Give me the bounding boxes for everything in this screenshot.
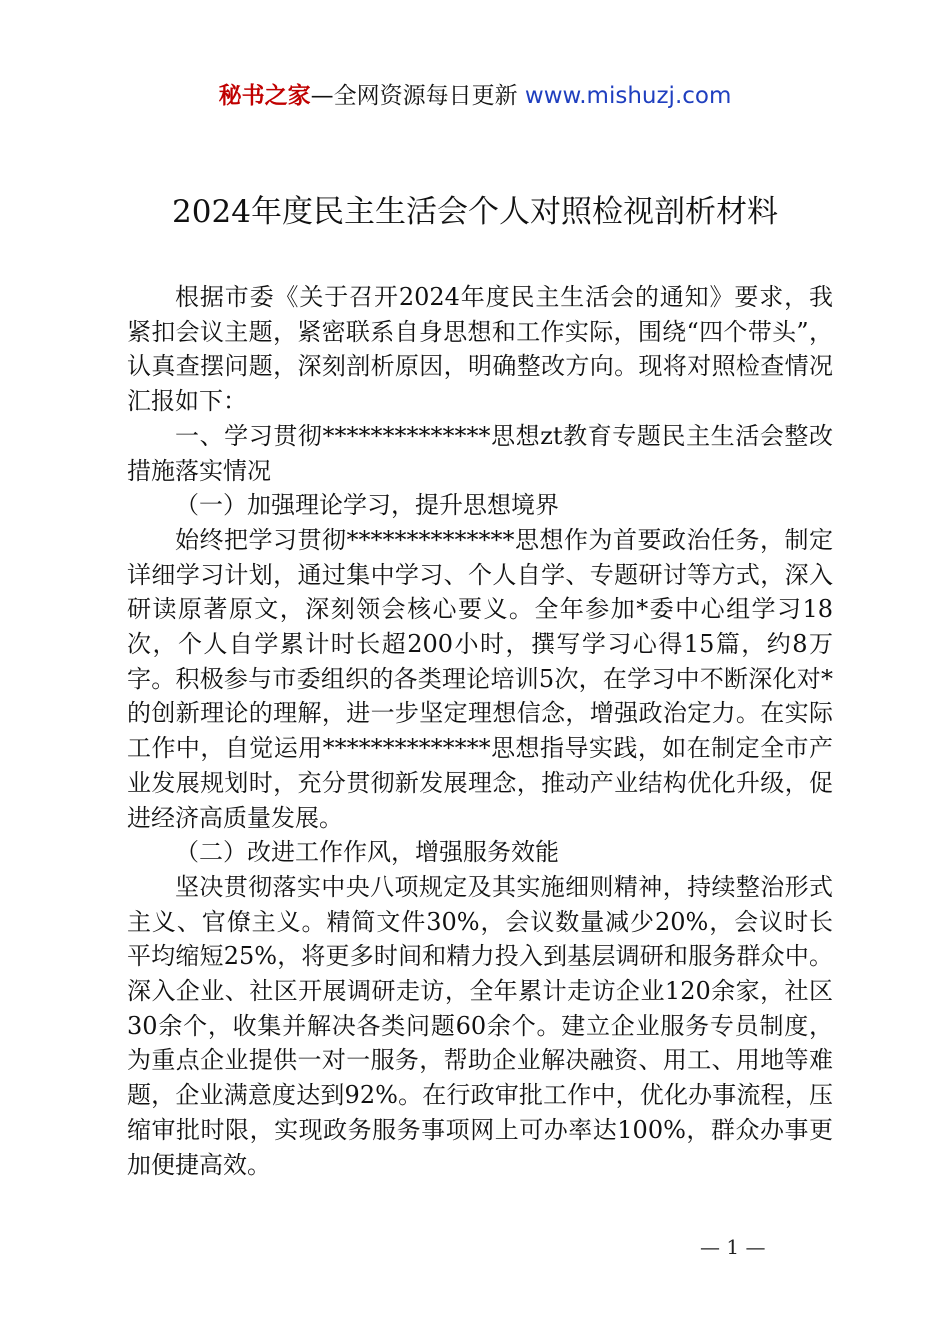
document-title: 2024年度民主生活会个人对照检视剖析材料	[172, 194, 778, 230]
brand-name: 秘书之家	[218, 83, 311, 109]
header-tagline: —全网资源每日更新	[310, 83, 525, 109]
document-body	[127, 280, 833, 1182]
section-heading-1: 一、学习贯彻**************思想zt教育专题民主生活会整改措施落实情况	[127, 421, 833, 485]
body-paragraph: 坚决贯彻落实中央八项规定及其实施细则精神，持续整治形式主义、官僚主义。精简文件30%，会议数量减少20%，会议时长平均缩短25%，将更多时间和精力投入到基层调研和服务群众中。深入企业、社区开展调研走访，全年累计走访企业120余家，社区30余个，收集并解决各类问题60余个。建立企业服务专员制度，为重点企业提供一对一服务，帮助企业解决融资、用工、用地等难题，企业满意度达到92%。在行政审批工作中，优化办事流程，压缩审批时限，实现政务服务事项网上可办率达100%，群众办事更加便捷高效。	[127, 872, 833, 1179]
page-number: — 1 —	[700, 1235, 766, 1259]
subsection-heading-2: （二）改进工作作风，增强服务效能	[175, 838, 559, 867]
intro-paragraph: 根据市委《关于召开2024年度民主生活会的通知》要求，我紧扣会议主题，紧密联系自身思想和工作实际，围绕“四个带头”，认真查摆问题，深刻剖析原因，明确整改方向。现将对照检查情况汇报如下：	[127, 283, 833, 416]
site-header	[0, 80, 950, 112]
site-url-link[interactable]: www.mishuzj.com	[524, 83, 732, 109]
subsection-heading-1: （一）加强理论学习，提升思想境界	[175, 491, 559, 520]
body-paragraph: 始终把学习贯彻**************思想作为首要政治任务，制定详细学习计划，通过集中学习、个人自学、专题研讨等方式，深入研读原著原文，深刻领会核心要义。全年参加*委中心组学习18次，个人自学累计时长超200小时，撰写学习心得15篇，约8万字。积极参与市委组织的各类理论培训5次，在学习中不断深化对*的创新理论的理解，进一步坚定理想信念，增强政治定力。在实际工作中，自觉运用**************思想指导实践，如在制定全市产业发展规划时，充分贯彻新发展理念，推动产业结构优化升级，促进经济高质量发展。	[127, 525, 833, 832]
